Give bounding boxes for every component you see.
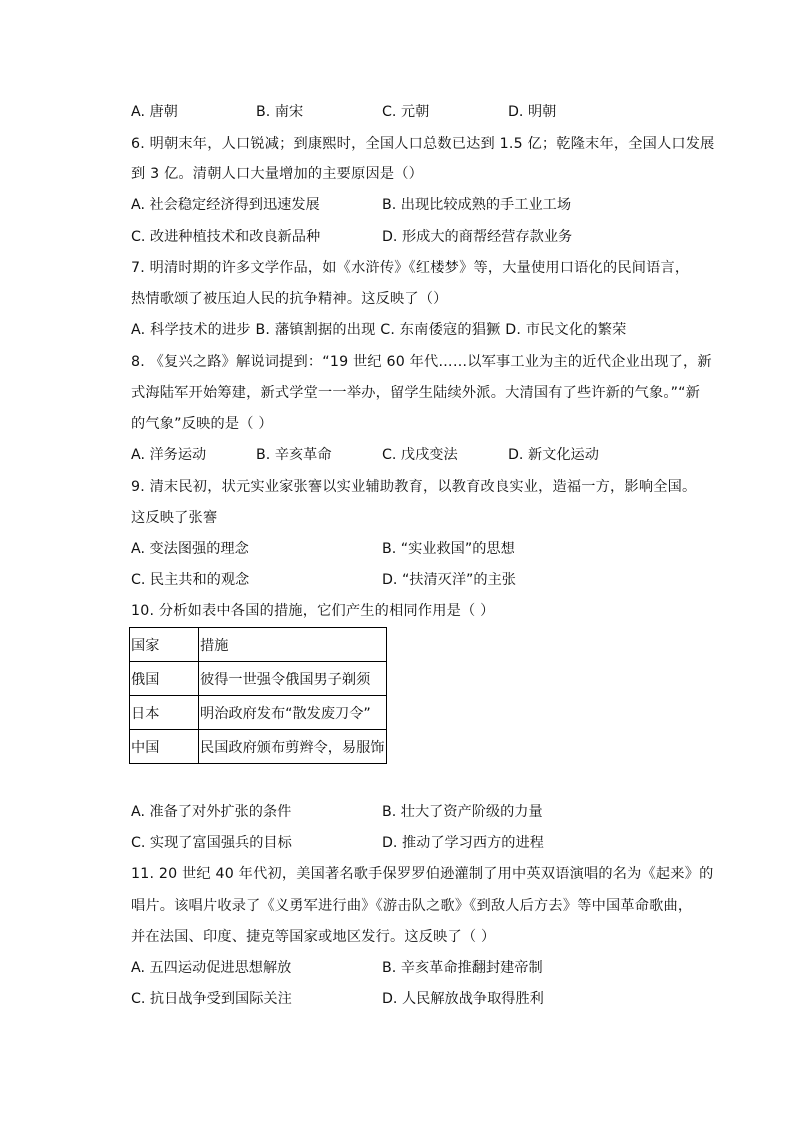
q6-stem-line2: 到 3 亿。清朝人口大量增加的主要原因是（） [131,166,424,182]
table-row [130,696,387,730]
q5-option-c[interactable]: C. 元朝 [382,104,430,120]
q11-option-c[interactable]: C. 抗日战争受到国际关注 [131,991,292,1007]
q11-stem-line2: 唱片。该唱片收录了《义勇军进行曲》《游击队之歌》《到敌人后方去》等中国革命歌曲， [131,898,693,914]
q9-stem-line2: 这反映了张謇 [131,510,218,526]
q8-stem-line2: 式海陆军开始筹建，新式学堂一一举办，留学生陆续外派。大清国有了些许新的气象。”“新 [131,385,701,401]
q9-option-c[interactable]: C. 民主共和的观念 [131,572,250,588]
q7-stem-line1: 7. 明清时期的许多文学作品，如《水浒传》《红楼梦》等，大量使用口语化的民间语言， [131,260,690,276]
table-header-row [130,628,387,662]
q8-option-c[interactable]: C. 戊戌变法 [382,447,458,463]
table-cell-measure: 明治政府发布“散发废刀令” [199,696,387,730]
q5-option-d[interactable]: D. 明朝 [508,104,557,120]
table-cell-measure: 彼得一世强令俄国男子剃须 [199,662,387,696]
table-cell-country: 日本 [130,696,199,730]
q10-option-d[interactable]: D. 推动了学习西方的进程 [382,835,544,851]
q10-option-a[interactable]: A. 准备了对外扩张的条件 [131,804,292,820]
table-header-country: 国家 [130,628,199,662]
q8-option-b[interactable]: B. 辛亥革命 [256,447,332,463]
q11-option-d[interactable]: D. 人民解放战争取得胜利 [382,991,544,1007]
q9-option-b[interactable]: B. “实业救国”的思想 [382,541,515,557]
q10-measures-table [129,627,387,764]
q6-option-c[interactable]: C. 改进种植技术和改良新品种 [131,229,321,245]
q6-stem-line1: 6. 明朝末年，人口锐减；到康熙时，全国人口总数已达到 1.5 亿；乾隆末年，全国人口发展 [131,136,715,152]
q10-option-c[interactable]: C. 实现了富国强兵的目标 [131,835,292,851]
q5-option-a[interactable]: A. 唐朝 [131,104,178,120]
q11-option-b[interactable]: B. 辛亥革命推翻封建帝制 [382,960,543,976]
table-row [130,662,387,696]
table-header-measure: 措施 [199,628,387,662]
table-cell-country: 中国 [130,730,199,764]
table-cell-measure: 民国政府颁布剪辫令，易服饰 [199,730,387,764]
q5-option-b[interactable]: B. 南宋 [256,104,304,120]
q6-option-a[interactable]: A. 社会稳定经济得到迅速发展 [131,197,320,213]
q11-option-a[interactable]: A. 五四运动促进思想解放 [131,960,292,976]
q7-options[interactable]: A. 科学技术的进步 B. 藩镇割据的出现 C. 东南倭寇的猖獗 D. 市民文化的繁荣 [131,322,627,338]
q10-option-b[interactable]: B. 壮大了资产阶级的力量 [382,804,543,820]
q9-stem-line1: 9. 清末民初，状元实业家张謇以实业辅助教育，以教育改良实业，造福一方，影响全国。 [131,479,697,495]
q6-option-d[interactable]: D. 形成大的商帮经营存款业务 [382,229,573,245]
q9-option-d[interactable]: D. “扶清灭洋”的主张 [382,572,516,588]
table-row [130,730,387,764]
q8-option-d[interactable]: D. 新文化运动 [508,447,599,463]
q8-stem-line3: 的气象”反映的是（ ） [131,416,273,432]
q6-option-b[interactable]: B. 出现比较成熟的手工业工场 [382,197,572,213]
q10-stem-line1: 10. 分析如表中各国的措施，它们产生的相同作用是（ ） [131,603,495,619]
table-cell-country: 俄国 [130,662,199,696]
q11-stem-line3: 并在法国、印度、捷克等国家或地区发行。这反映了（ ） [131,929,496,945]
q11-stem-line1: 11. 20 世纪 40 年代初，美国著名歌手保罗罗伯逊灌制了用中英双语演唱的名为《起来》的 [131,866,714,882]
q7-stem-line2: 热情歌颂了被压迫人民的抗争精神。这反映了（） [131,291,448,307]
q9-option-a[interactable]: A. 变法图强的理念 [131,541,249,557]
q8-stem-line1: 8. 《复兴之路》解说词提到：“19 世纪 60 年代……以军事工业为主的近代企业出现了，新 [131,354,712,370]
q8-option-a[interactable]: A. 洋务运动 [131,447,207,463]
